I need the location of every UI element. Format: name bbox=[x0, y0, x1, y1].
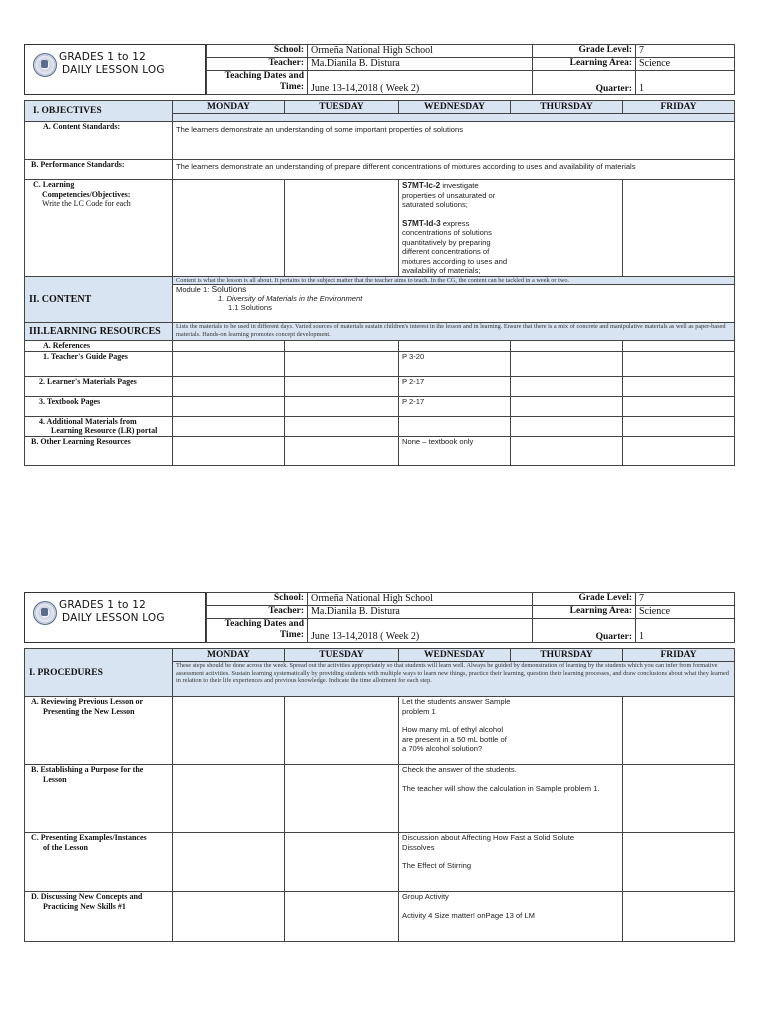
grade-label: Grade Level: bbox=[533, 593, 636, 606]
deped-seal-icon bbox=[33, 601, 57, 625]
grade-value: 7 bbox=[636, 593, 735, 606]
other-resources-label: B. Other Learning Resources bbox=[25, 436, 173, 465]
dates-label: Teaching Dates and Time: bbox=[207, 71, 308, 95]
school-value: Ormeña National High School bbox=[308, 45, 533, 58]
dates-value: June 13-14,2018 ( Week 2) bbox=[308, 619, 533, 643]
discussing-concepts-label: D. Discussing New Concepts and Practicing New Skills #1 bbox=[25, 892, 173, 942]
teacher-label: Teacher: bbox=[207, 58, 308, 71]
code-1: S7MT-Ic-2 bbox=[402, 181, 441, 190]
header-logo-box-2 bbox=[24, 592, 206, 643]
area-value: Science bbox=[636, 606, 735, 619]
teacher-label: Teacher: bbox=[207, 606, 308, 619]
content-heading: II. CONTENT bbox=[25, 276, 173, 323]
competencies-label: C. Learning Competencies/Objectives: Write the LC Code for each bbox=[25, 180, 173, 277]
competencies-tuesday bbox=[285, 180, 399, 277]
school-value: Ormeña National High School bbox=[308, 593, 533, 606]
resources-note: Lists the materials to be used in different days. Varied sources of materials sustain children's interest in the lesson and in learning. Ensure that there is a mix of concrete and manipulative materials as well as paper-based materials. Hands-on learning promotes concept development. bbox=[173, 323, 735, 341]
quarter-label: Quarter: bbox=[533, 619, 636, 643]
school-label: School: bbox=[207, 45, 308, 58]
references-label: A. References bbox=[25, 341, 173, 352]
day-wednesday: WEDNESDAY bbox=[399, 101, 511, 114]
quarter-label: Quarter: bbox=[533, 71, 636, 95]
teachers-guide-value: P 3-20 bbox=[399, 351, 511, 376]
resources-heading: III.LEARNING RESOURCES bbox=[25, 323, 173, 341]
competencies-wednesday: S7MT-Ic-2 investigate properties of unsaturated or saturated solutions; S7MT-Id-3 express concentrations of solutions quantitatively by preparing different concentrations of mixtures according to uses and availability of materials; bbox=[399, 180, 623, 277]
learners-materials-value: P 2-17 bbox=[399, 376, 511, 396]
day-tuesday: TUESDAY bbox=[285, 101, 399, 114]
day-friday: FRIDAY bbox=[623, 101, 735, 114]
day-friday: FRIDAY bbox=[623, 649, 735, 662]
content-standards-label: A. Content Standards: bbox=[25, 122, 173, 160]
area-value: Science bbox=[636, 58, 735, 71]
procedures-heading: I. PROCEDURES bbox=[25, 649, 173, 697]
quarter-value: 1 bbox=[636, 71, 735, 95]
deped-seal-icon bbox=[33, 53, 57, 77]
brand-line1: GRADES 1 to 12 bbox=[59, 51, 146, 63]
brand-line2: DAILY LESSON LOG bbox=[62, 64, 165, 76]
textbook-value: P 2-17 bbox=[399, 396, 511, 416]
dates-label: Teaching Dates and Time: bbox=[207, 619, 308, 643]
header-info-table-1 bbox=[206, 44, 735, 95]
teachers-guide-label: 1. Teacher's Guide Pages bbox=[25, 351, 173, 376]
day-thursday: THURSDAY bbox=[511, 101, 623, 114]
competencies-monday bbox=[173, 180, 285, 277]
discussing-concepts-wednesday: Group Activity Activity 4 Size matter! onPage 13 of LM bbox=[399, 892, 623, 942]
establishing-purpose-wednesday: Check the answer of the students. The teacher will show the calculation in Sample problem 1. bbox=[399, 765, 623, 833]
area-label: Learning Area: bbox=[533, 606, 636, 619]
additional-materials-label: 4. Additional Materials from Learning Resource (LR) portal bbox=[25, 416, 173, 436]
brand-line2: DAILY LESSON LOG bbox=[62, 612, 165, 624]
day-monday: MONDAY bbox=[173, 101, 285, 114]
procedures-note: These steps should be done across the week. Spread out the activities appropriately so that students will learn well. Always be guided by demonstration of learning by the students which you can infer from formative assessment activities. Sustain learning systematically by providing students with multiple ways to learn new things, practice their learning, question their learning processes, and draw conclusions about what they learned in relation to their life experiences and previous knowledge. Indicate the time allotment for each step. bbox=[173, 662, 735, 697]
area-label: Learning Area: bbox=[533, 58, 636, 71]
quarter-value: 1 bbox=[636, 619, 735, 643]
content-value: Module 1: Solutions 1. Diversity of Materials in the Environment 1.1 Solutions bbox=[173, 285, 735, 323]
day-wednesday: WEDNESDAY bbox=[399, 649, 511, 662]
presenting-examples-label: C. Presenting Examples/Instances of the Lesson bbox=[25, 833, 173, 892]
competencies-friday bbox=[623, 180, 735, 277]
grade-label: Grade Level: bbox=[533, 45, 636, 58]
school-label: School: bbox=[207, 593, 308, 606]
teacher-value: Ma.Dianila B. Distura bbox=[308, 606, 533, 619]
brand-line1: GRADES 1 to 12 bbox=[59, 599, 146, 611]
objectives-note bbox=[173, 114, 735, 122]
textbook-label: 3. Textbook Pages bbox=[25, 396, 173, 416]
dates-value: June 13-14,2018 ( Week 2) bbox=[308, 71, 533, 95]
day-tuesday: TUESDAY bbox=[285, 649, 399, 662]
header-logo-box-1 bbox=[24, 44, 206, 95]
code-2: S7MT-Id-3 bbox=[402, 218, 441, 228]
learners-materials-label: 2. Learner's Materials Pages bbox=[25, 376, 173, 396]
establishing-purpose-label: B. Establishing a Purpose for the Lesson bbox=[25, 765, 173, 833]
objectives-heading: I. OBJECTIVES bbox=[25, 101, 173, 122]
reviewing-lesson-wednesday: Let the students answer Sample problem 1 How many mL of ethyl alcohol are present in a 50 mL bottle of a 70% alcohol solution? bbox=[399, 697, 623, 765]
other-resources-value: None – textbook only bbox=[399, 436, 511, 465]
teacher-value: Ma.Dianila B. Distura bbox=[308, 58, 533, 71]
performance-standards-label: B. Performance Standards: bbox=[25, 160, 173, 180]
performance-standards-value: The learners demonstrate an understanding of prepare different concentrations of mixtures according to uses and availability of materials bbox=[173, 160, 735, 180]
day-monday: MONDAY bbox=[173, 649, 285, 662]
day-thursday: THURSDAY bbox=[511, 649, 623, 662]
reviewing-lesson-label: A. Reviewing Previous Lesson or Presenting the New Lesson bbox=[25, 697, 173, 765]
grade-value: 7 bbox=[636, 45, 735, 58]
lesson-log-table-2 bbox=[24, 648, 735, 942]
presenting-examples-wednesday: Discussion about Affecting How Fast a Solid Solute Dissolves The Effect of Stirring bbox=[399, 833, 623, 892]
header-info-table-2 bbox=[206, 592, 735, 643]
content-standards-value: The learners demonstrate an understanding of some important properties of solutions bbox=[173, 122, 735, 160]
content-note: Content is what the lesson is all about. It pertains to the subject matter that the teacher aims to teach. In the CG, the content can be tackled in a week or two. bbox=[173, 276, 735, 285]
lesson-log-table-1 bbox=[24, 100, 735, 466]
